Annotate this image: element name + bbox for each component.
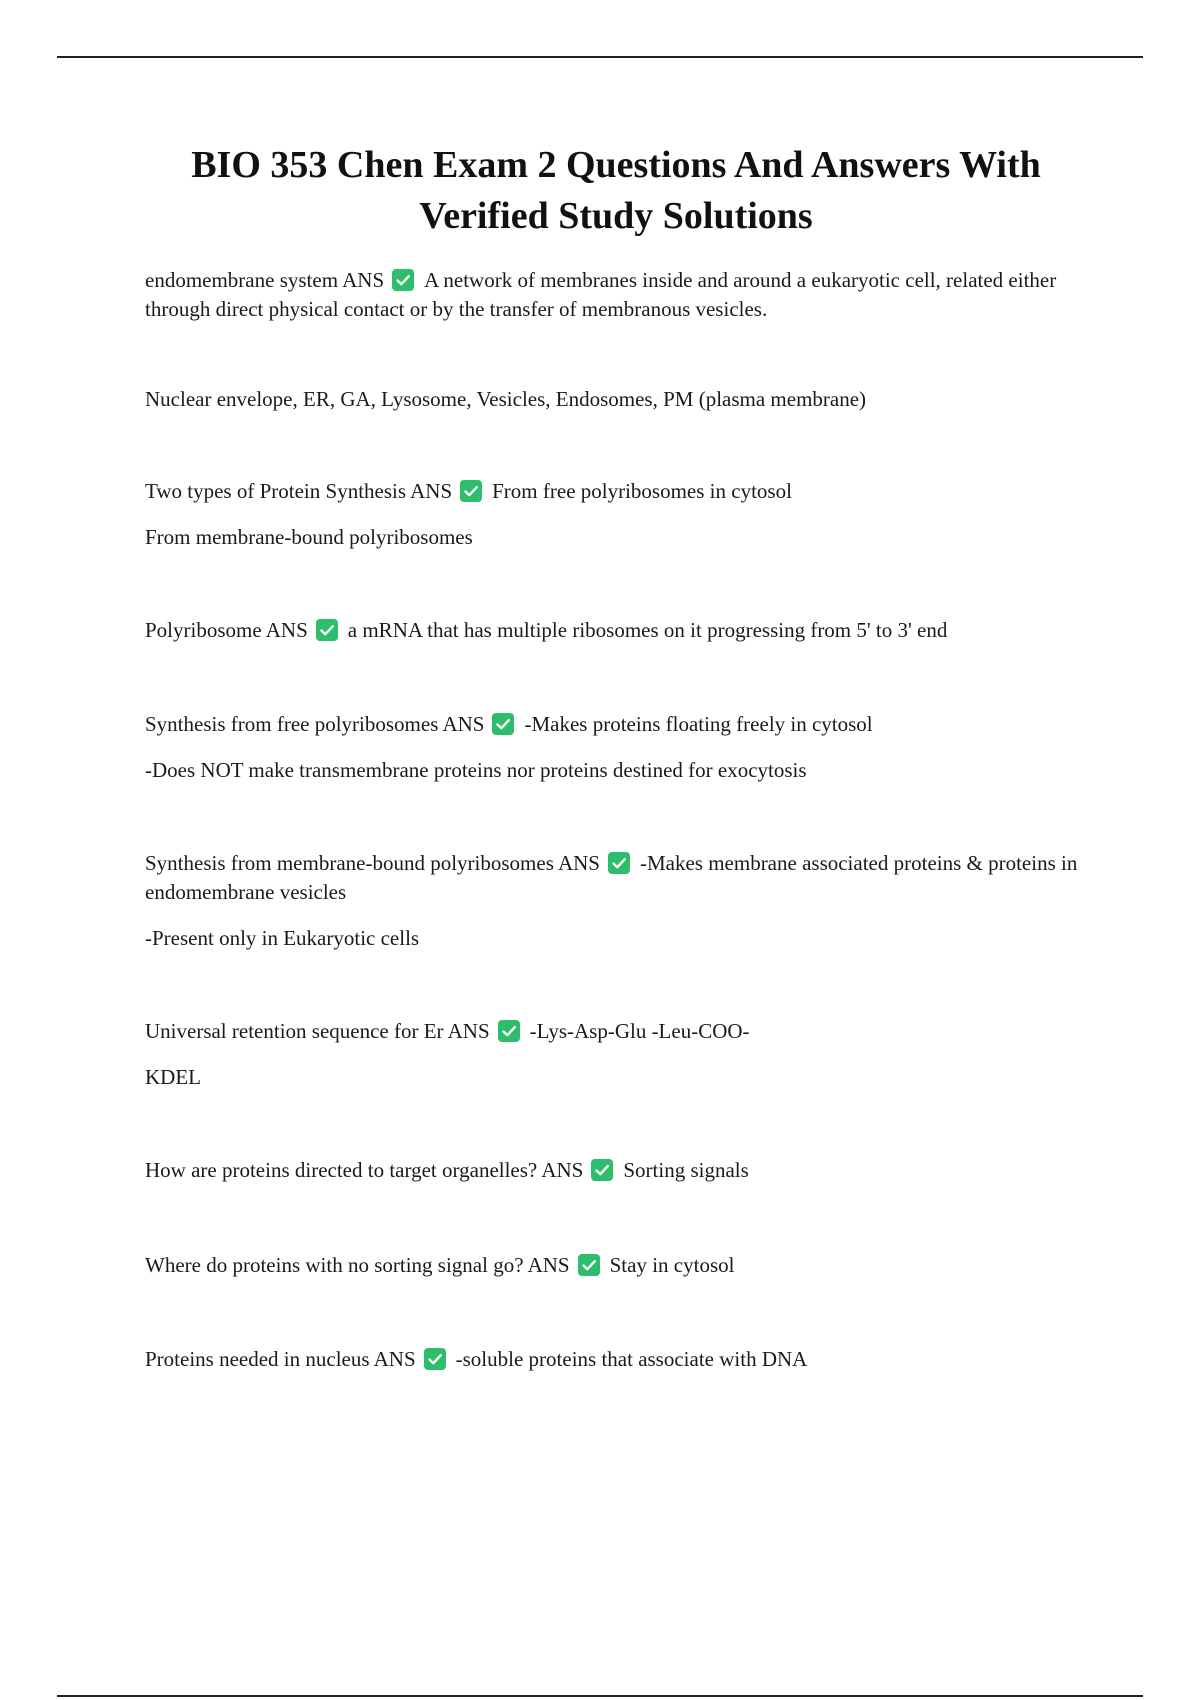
qa-continuation-line [145, 756, 1085, 785]
qa-entry [145, 710, 1085, 785]
qa-first-line [145, 385, 1085, 414]
qa-answer-text: -Lys-Asp-Glu -Leu-COO- [529, 1019, 750, 1043]
qa-entry [145, 1345, 1085, 1374]
qa-answer-text: -Present only in Eukaryotic cells [145, 926, 420, 950]
qa-term: Polyribosome ANS [145, 618, 308, 642]
qa-entry [145, 616, 1085, 645]
check-mark-icon [578, 1254, 600, 1276]
title-line-2: Verified Study Solutions [419, 195, 813, 237]
qa-answer-text: -soluble proteins that associate with DNA [455, 1347, 808, 1371]
qa-first-line [145, 1156, 1085, 1185]
qa-term: Synthesis from free polyribosomes ANS [145, 712, 485, 736]
qa-term: Two types of Protein Synthesis ANS [145, 479, 453, 503]
qa-continuation-line [145, 523, 1085, 552]
qa-first-line [145, 266, 1085, 324]
qa-answer-text: Sorting signals [623, 1158, 749, 1182]
qa-first-line [145, 710, 1085, 739]
qa-continuation-line [145, 1063, 1085, 1092]
top-rule [57, 56, 1143, 58]
qa-continuation-line [145, 924, 1085, 953]
qa-answer-text: -Does NOT make transmembrane proteins nor proteins destined for exocytosis [145, 758, 807, 782]
qa-answer-text: From membrane-bound polyribosomes [145, 525, 473, 549]
qa-answer-text: From free polyribosomes in cytosol [492, 479, 792, 503]
check-mark-icon [460, 480, 482, 502]
qa-first-line [145, 1345, 1085, 1374]
title-line-1: BIO 353 Chen Exam 2 Questions And Answers With [191, 144, 1041, 186]
qa-entry [145, 849, 1085, 953]
qa-term: How are proteins directed to target organelles? ANS [145, 1158, 584, 1182]
check-mark-icon [498, 1020, 520, 1042]
qa-term: endomembrane system ANS [145, 268, 385, 292]
qa-answer-text: Stay in cytosol [609, 1253, 735, 1277]
qa-entry [145, 1017, 1085, 1092]
qa-first-line [145, 849, 1085, 907]
qa-entry [145, 385, 1085, 414]
qa-entry [145, 266, 1085, 324]
qa-entry [145, 1156, 1085, 1185]
check-mark-icon [608, 852, 630, 874]
check-mark-icon [392, 269, 414, 291]
qa-answer-text: Nuclear envelope, ER, GA, Lysosome, Vesicles, Endosomes, PM (plasma membrane) [145, 387, 867, 411]
qa-term: Where do proteins with no sorting signal go? ANS [145, 1253, 570, 1277]
bottom-rule [57, 1695, 1143, 1697]
check-mark-icon [316, 619, 338, 641]
qa-entry [145, 477, 1085, 552]
qa-first-line [145, 1017, 1085, 1046]
check-mark-icon [591, 1159, 613, 1181]
qa-term: Synthesis from membrane-bound polyribosomes ANS [145, 851, 600, 875]
qa-answer-text: -Makes proteins floating freely in cytosol [524, 712, 873, 736]
qa-entry [145, 1251, 1085, 1280]
check-mark-icon [492, 713, 514, 735]
qa-term: Proteins needed in nucleus ANS [145, 1347, 416, 1371]
qa-term: Universal retention sequence for Er ANS [145, 1019, 490, 1043]
qa-first-line [145, 616, 1085, 645]
qa-first-line [145, 477, 1085, 506]
qa-answer-text: -Makes membrane associated proteins & proteins in endomembrane vesicles [145, 851, 1078, 904]
qa-answer-text: KDEL [145, 1065, 201, 1089]
document-title [130, 140, 1102, 242]
qa-answer-text: A network of membranes inside and around a eukaryotic cell, related either through direct physical contact or by the transfer of membranous vesicles. [145, 268, 1057, 321]
check-mark-icon [424, 1348, 446, 1370]
qa-answer-text: a mRNA that has multiple ribosomes on it progressing from 5' to 3' end [347, 618, 948, 642]
qa-first-line [145, 1251, 1085, 1280]
